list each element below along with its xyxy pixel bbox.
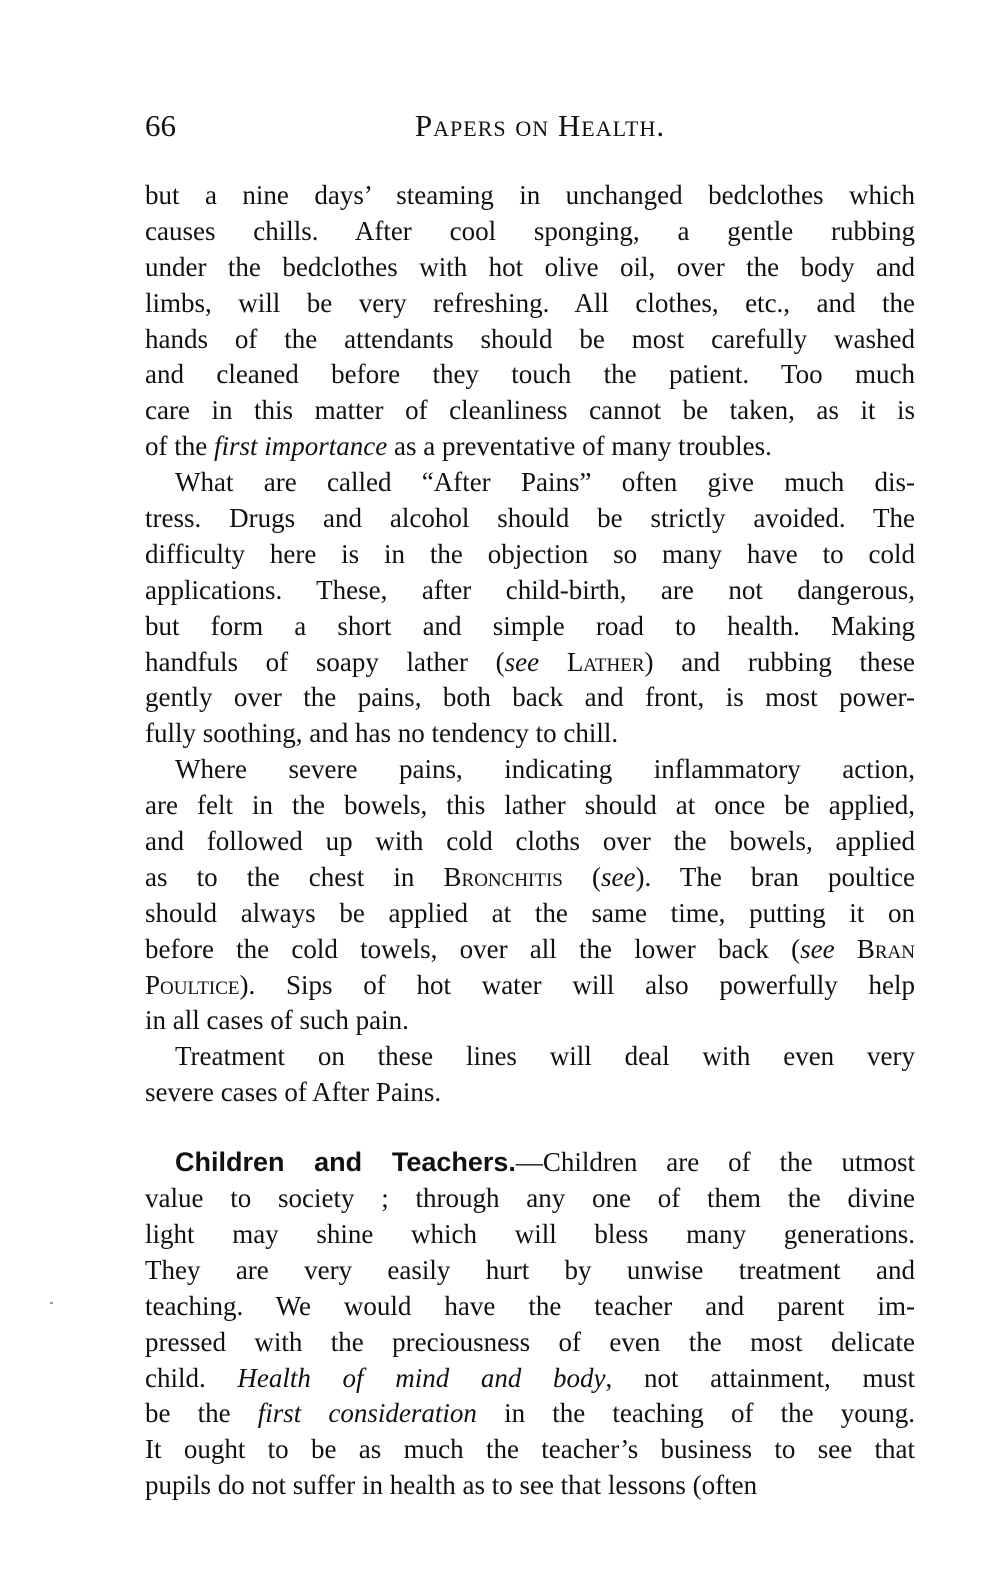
text-line: It ought to be as much the teacher’s business to see that [145,1434,915,1465]
paragraph [145,465,915,752]
italic-emphasis: first consideration [257,1398,477,1429]
text-line: handfuls of soapy lather (see Lather) and rubbing these [145,646,916,677]
section-children-and-teachers [145,1145,915,1504]
running-head [145,100,915,160]
text-line: teaching. We would have the teacher and parent im- [145,1290,915,1321]
text-line: child. Health of mind and body, not attainment, must [145,1362,915,1393]
text-line: limbs, will be very refreshing. All clothes, etc., and the [145,287,915,318]
text-line: gently over the pains, both back and front, is most power- [145,682,915,713]
text-line: be the first consideration in the teaching of the young. [145,1398,915,1429]
text-line: in all cases of such pain. [145,1005,409,1036]
page-body [145,178,915,1504]
text-line: care in this matter of cleanliness cannot be taken, as it is [145,395,915,426]
text-line: value to society ; through any one of them the divine [145,1183,915,1214]
text-line: pupils do not suffer in health as to see that lessons (often [145,1470,758,1501]
section-heading: Children and Teachers. [175,1147,516,1178]
text-line: light may shine which will bless many generations. [145,1218,915,1249]
italic-emphasis: Health of mind and body [237,1362,606,1393]
text-line: They are very easily hurt by unwise treatment and [145,1254,915,1285]
paragraph [145,752,915,1039]
text-line: of the first importance as a preventative of many troubles. [145,431,772,462]
paragraph [145,178,915,465]
text-line: fully soothing, and has no tendency to chill. [145,718,619,749]
cross-reference: Poultice [145,969,240,1000]
text-line: applications. These, after child-birth, are not dangerous, [145,574,915,605]
cross-reference: Bran [856,933,915,964]
page-number: 66 [145,108,176,143]
text-line: difficulty here is in the objection so many have to cold [145,538,915,569]
text-line: before the cold towels, over all the lower back (see Bran [145,933,915,964]
text-line: Where severe pains, indicating inflammatory action, [175,754,915,785]
cross-reference: Lather [566,646,645,677]
paragraph [145,1039,915,1111]
text-line: tress. Drugs and alcohol should be strictly avoided. The [145,503,915,534]
margin-speck [50,1302,53,1304]
running-title: Papers on Health. [414,108,666,143]
text-line: severe cases of After Pains. [145,1077,442,1108]
italic-emphasis: see [600,861,636,892]
text-line: but a nine days’ steaming in unchanged bedclothes which [145,180,915,210]
text-line: but form a short and simple road to health. Making [145,610,915,641]
text-line: What are called “After Pains” often give much dis- [175,467,915,498]
book-page [145,100,915,1504]
italic-emphasis: see [800,933,835,964]
text-line: pressed with the preciousness of even the most delicate [145,1326,915,1357]
text-line: as to the chest in Bronchitis (see). The bran poultice [145,861,915,892]
text-line: Poultice). Sips of hot water will also powerfully help [145,969,915,1000]
text-line: are felt in the bowels, this lather should at once be applied, [145,790,915,821]
text-line: under the bedclothes with hot olive oil, over the body and [145,251,915,282]
section-gap [145,1111,915,1145]
text-line: causes chills. After cool sponging, a gentle rubbing [145,215,915,246]
text-line: and cleaned before they touch the patient. Too much [145,359,915,390]
text-line: Children and Teachers.—Children are of the utmost [175,1147,915,1178]
italic-emphasis: see [504,646,540,677]
cross-reference: Bronchitis [443,861,563,892]
text-line: should always be applied at the same time, putting it on [145,897,915,928]
text-line: and followed up with cold cloths over the bowels, applied [145,826,915,857]
text-line: hands of the attendants should be most carefully washed [145,323,915,354]
italic-emphasis: first importance [213,431,388,462]
text-line: Treatment on these lines will deal with even very [175,1041,915,1072]
